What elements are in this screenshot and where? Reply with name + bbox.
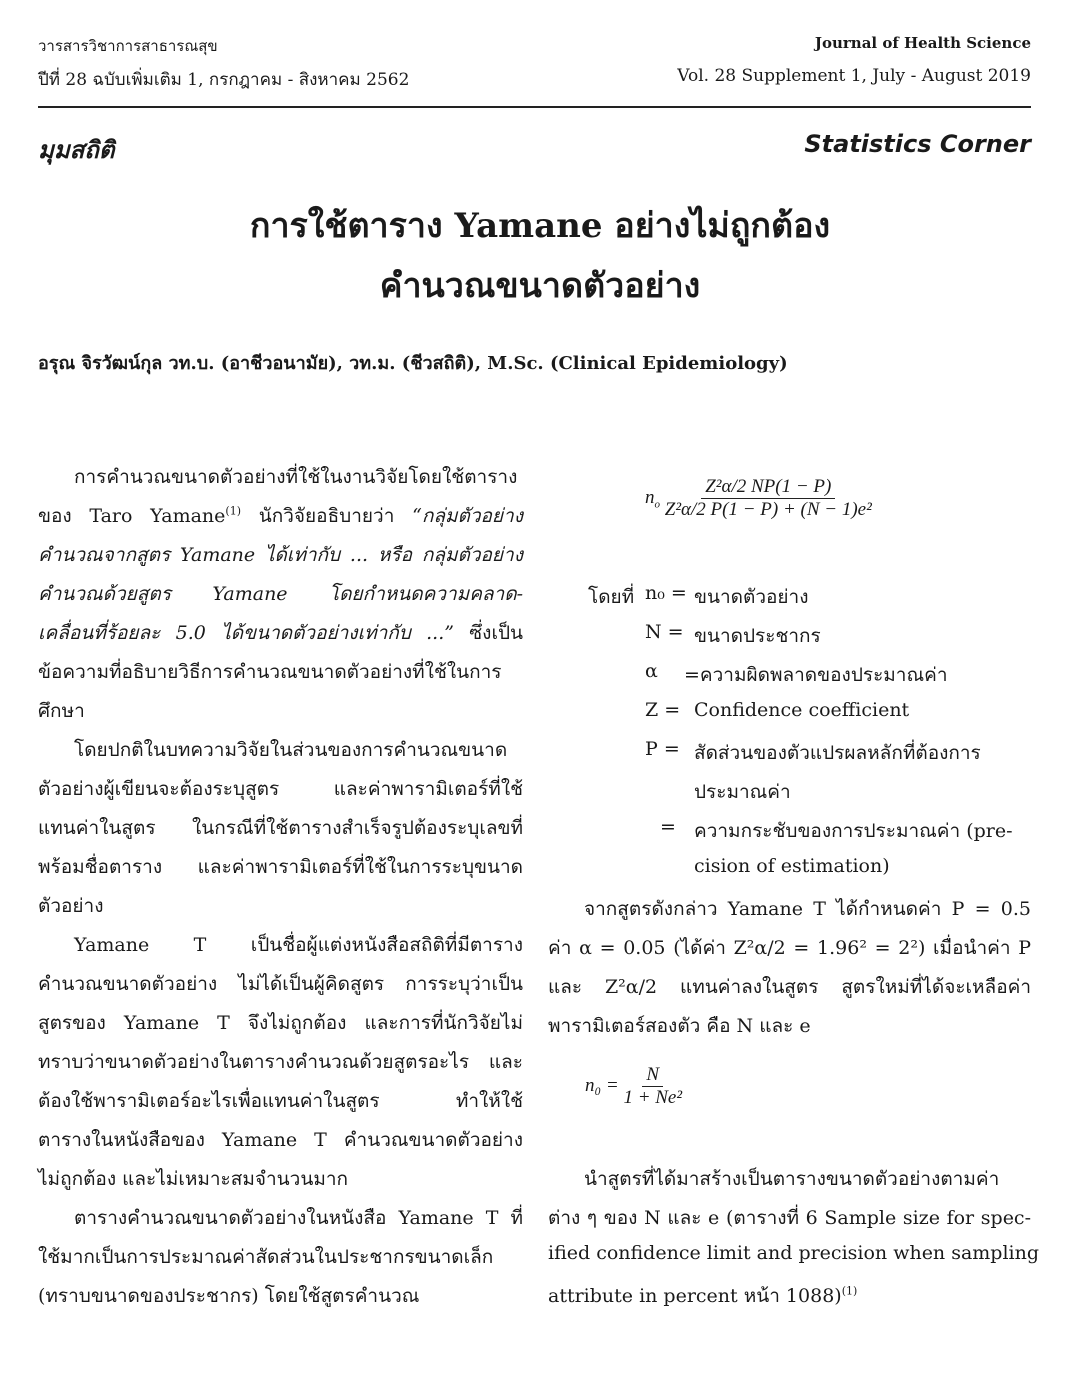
header-rule <box>38 106 1031 108</box>
body-line: ต้องใช้พารามิเตอร์อะไรเพื่อแทนค่าในสูตร ทำให้ใช้ <box>38 1090 523 1112</box>
def-symbol: P = <box>645 738 680 760</box>
def-symbol: N = <box>645 621 684 643</box>
quote: “กลุ่มตัวอย่าง <box>394 505 523 527</box>
def-text-cont: cision of estimation) <box>694 855 890 877</box>
issue-th: ปีที่ 28 ฉบับเพิ่มเติม 1, กรกฎาคม - สิงหาคม 2562 <box>38 70 410 90</box>
def-symbol: Z = <box>645 699 681 721</box>
def-symbol: n₀ = <box>645 582 687 604</box>
def-text: Confidence coefficient <box>694 699 910 721</box>
body-line: ตัวอย่าง <box>38 895 104 917</box>
title-line1: การใช้ตาราง Yamane อย่างไม่ถูกต้อง <box>249 206 831 246</box>
body-line: คำนวณด้วยสูตร Yamane โดยกำหนดความคลาด- <box>38 583 523 605</box>
body-line: คำนวณจากสูตร Yamane ได้เท่ากับ ... หรือ กลุ่มตัวอย่าง <box>38 544 523 566</box>
formula-denominator: Z²α/2 P(1 − P) + (N − 1)e² <box>664 499 872 520</box>
quote: เคลื่อนที่ร้อยละ 5.0 ได้ขนาดตัวอย่างเท่ากับ ...” <box>38 622 454 644</box>
issue-en: Vol. 28 Supplement 1, July - August 2019 <box>677 66 1031 86</box>
def-text: ความกระชับของการประมาณค่า (pre- <box>694 820 1013 842</box>
def-text-cont: ประมาณค่า <box>694 781 791 803</box>
def-symbol: = <box>660 816 676 838</box>
body-line: ศึกษา <box>38 700 85 722</box>
text: ของ Taro Yamane <box>38 505 226 527</box>
text: นักวิจัยอธิบายว่า <box>241 505 395 527</box>
formula-lhs: n₀ = <box>585 1074 619 1096</box>
body-line: ตารางคำนวณขนาดตัวอย่างในหนังสือ Yamane T ที่ <box>74 1207 523 1229</box>
body-line: แทนค่าในสูตร ในกรณีที่ใช้ตารางสำเร็จรูปต้องระบุเลขที่ <box>38 817 523 839</box>
body-line: ค่า α = 0.05 (ได้ค่า Z²α/2 = 1.96² = 2²) เมื่อนำค่า P <box>548 937 1031 959</box>
text: ซึ่งเป็น <box>453 622 523 644</box>
body-line: และ Z²α/2 แทนค่าลงในสูตร สูตรใหม่ที่ได้จะเหลือค่า <box>548 976 1031 998</box>
body-line: พารามิเตอร์สองตัว คือ N และ e <box>548 1015 811 1037</box>
section-th: มุมสถิติ <box>38 136 115 164</box>
formula-numerator: Z²α/2 NP(1 − P) <box>701 476 835 499</box>
body-line: คำนวณขนาดตัวอย่าง ไม่ได้เป็นผู้คิดสูตร การระบุว่าเป็น <box>38 973 523 995</box>
body-line: สูตรของ Yamane T จึงไม่ถูกต้อง และการที่นักวิจัยไม่ <box>38 1012 523 1034</box>
body-line: โดยปกติในบทความวิจัยในส่วนของการคำนวณขนาด <box>74 739 508 761</box>
body-line: ified confidence limit and precision when sampling <box>548 1242 1040 1264</box>
text: attribute in percent หน้า 1088) <box>548 1285 842 1307</box>
citation: (1) <box>225 504 241 518</box>
body-line: ต่าง ๆ ของ N และ e (ตารางที่ 6 Sample size for spec- <box>548 1207 1031 1229</box>
body-line: ใช้มากเป็นการประมาณค่าสัดส่วนในประชากรขนาดเล็ก <box>38 1246 494 1268</box>
body-line <box>548 1281 1031 1311</box>
body-line: Yamane T เป็นชื่อผู้แต่งหนังสือสถิติที่มีตาราง <box>74 934 523 956</box>
body-line: การคำนวณขนาดตัวอย่างที่ใช้ในงานวิจัยโดยใช้ตาราง <box>74 466 518 488</box>
def-text: =ความผิดพลาดของประมาณค่า <box>684 664 948 686</box>
journal-name-th: วารสารวิชาการสาธารณสุข <box>38 37 218 55</box>
def-text: ขนาดตัวอย่าง <box>694 586 809 608</box>
body-line: นำสูตรที่ได้มาสร้างเป็นตารางขนาดตัวอย่างตามค่า <box>584 1168 1000 1190</box>
body-line: ตารางในหนังสือของ Yamane T คำนวณขนาดตัวอย่าง <box>38 1129 523 1151</box>
formula-lhs-sub: o <box>654 498 660 511</box>
body-line: ข้อความที่อธิบายวิธีการคำนวณขนาดตัวอย่างที่ใช้ในการ <box>38 661 502 683</box>
author-line: อรุณ จิรวัฒน์กุล วท.บ. (อาชีวอนามัย), วท.ม. (ชีวสถิติ), M.Sc. (Clinical Epidemiology) <box>38 353 788 374</box>
definitions-lead: โดยที่ <box>588 586 635 608</box>
citation: (1) <box>841 1284 858 1298</box>
formula-lhs: n <box>645 486 655 508</box>
formula-yamane <box>585 1064 682 1109</box>
def-text: ขนาดประชากร <box>694 625 821 647</box>
journal-name-en: Journal of Health Science <box>814 34 1031 52</box>
body-line: ตัวอย่างผู้เขียนจะต้องระบุสูตร และค่าพารามิเตอร์ที่ใช้ <box>38 778 523 800</box>
body-line: ไม่ถูกต้อง และไม่เหมาะสมจำนวนมาก <box>38 1168 349 1190</box>
formula-fraction <box>623 1064 682 1109</box>
body-line: ทราบว่าขนาดตัวอย่างในตารางคำนวณด้วยสูตรอะไร และ <box>38 1051 523 1073</box>
formula-denominator: 1 + Ne² <box>623 1087 683 1108</box>
formula-sample-size <box>645 476 872 521</box>
formula-numerator: N <box>642 1064 663 1087</box>
def-text: สัดส่วนของตัวแปรผลหลักที่ต้องการ <box>694 742 981 764</box>
body-line: (ทราบขนาดของประชากร) โดยใช้สูตรคำนวณ <box>38 1285 420 1307</box>
title-line2: คำนวณขนาดตัวอย่าง <box>379 266 701 306</box>
body-line <box>38 501 523 531</box>
section-en: Statistics Corner <box>804 130 1031 158</box>
body-line: จากสูตรดังกล่าว Yamane T ได้กำหนดค่า P = 0.5 <box>584 898 1031 920</box>
def-symbol: α <box>645 660 658 682</box>
body-line <box>38 618 523 648</box>
body-line: พร้อมชื่อตาราง และค่าพารามิเตอร์ที่ใช้ในการระบุขนาด <box>38 856 523 878</box>
formula-fraction <box>665 476 872 521</box>
